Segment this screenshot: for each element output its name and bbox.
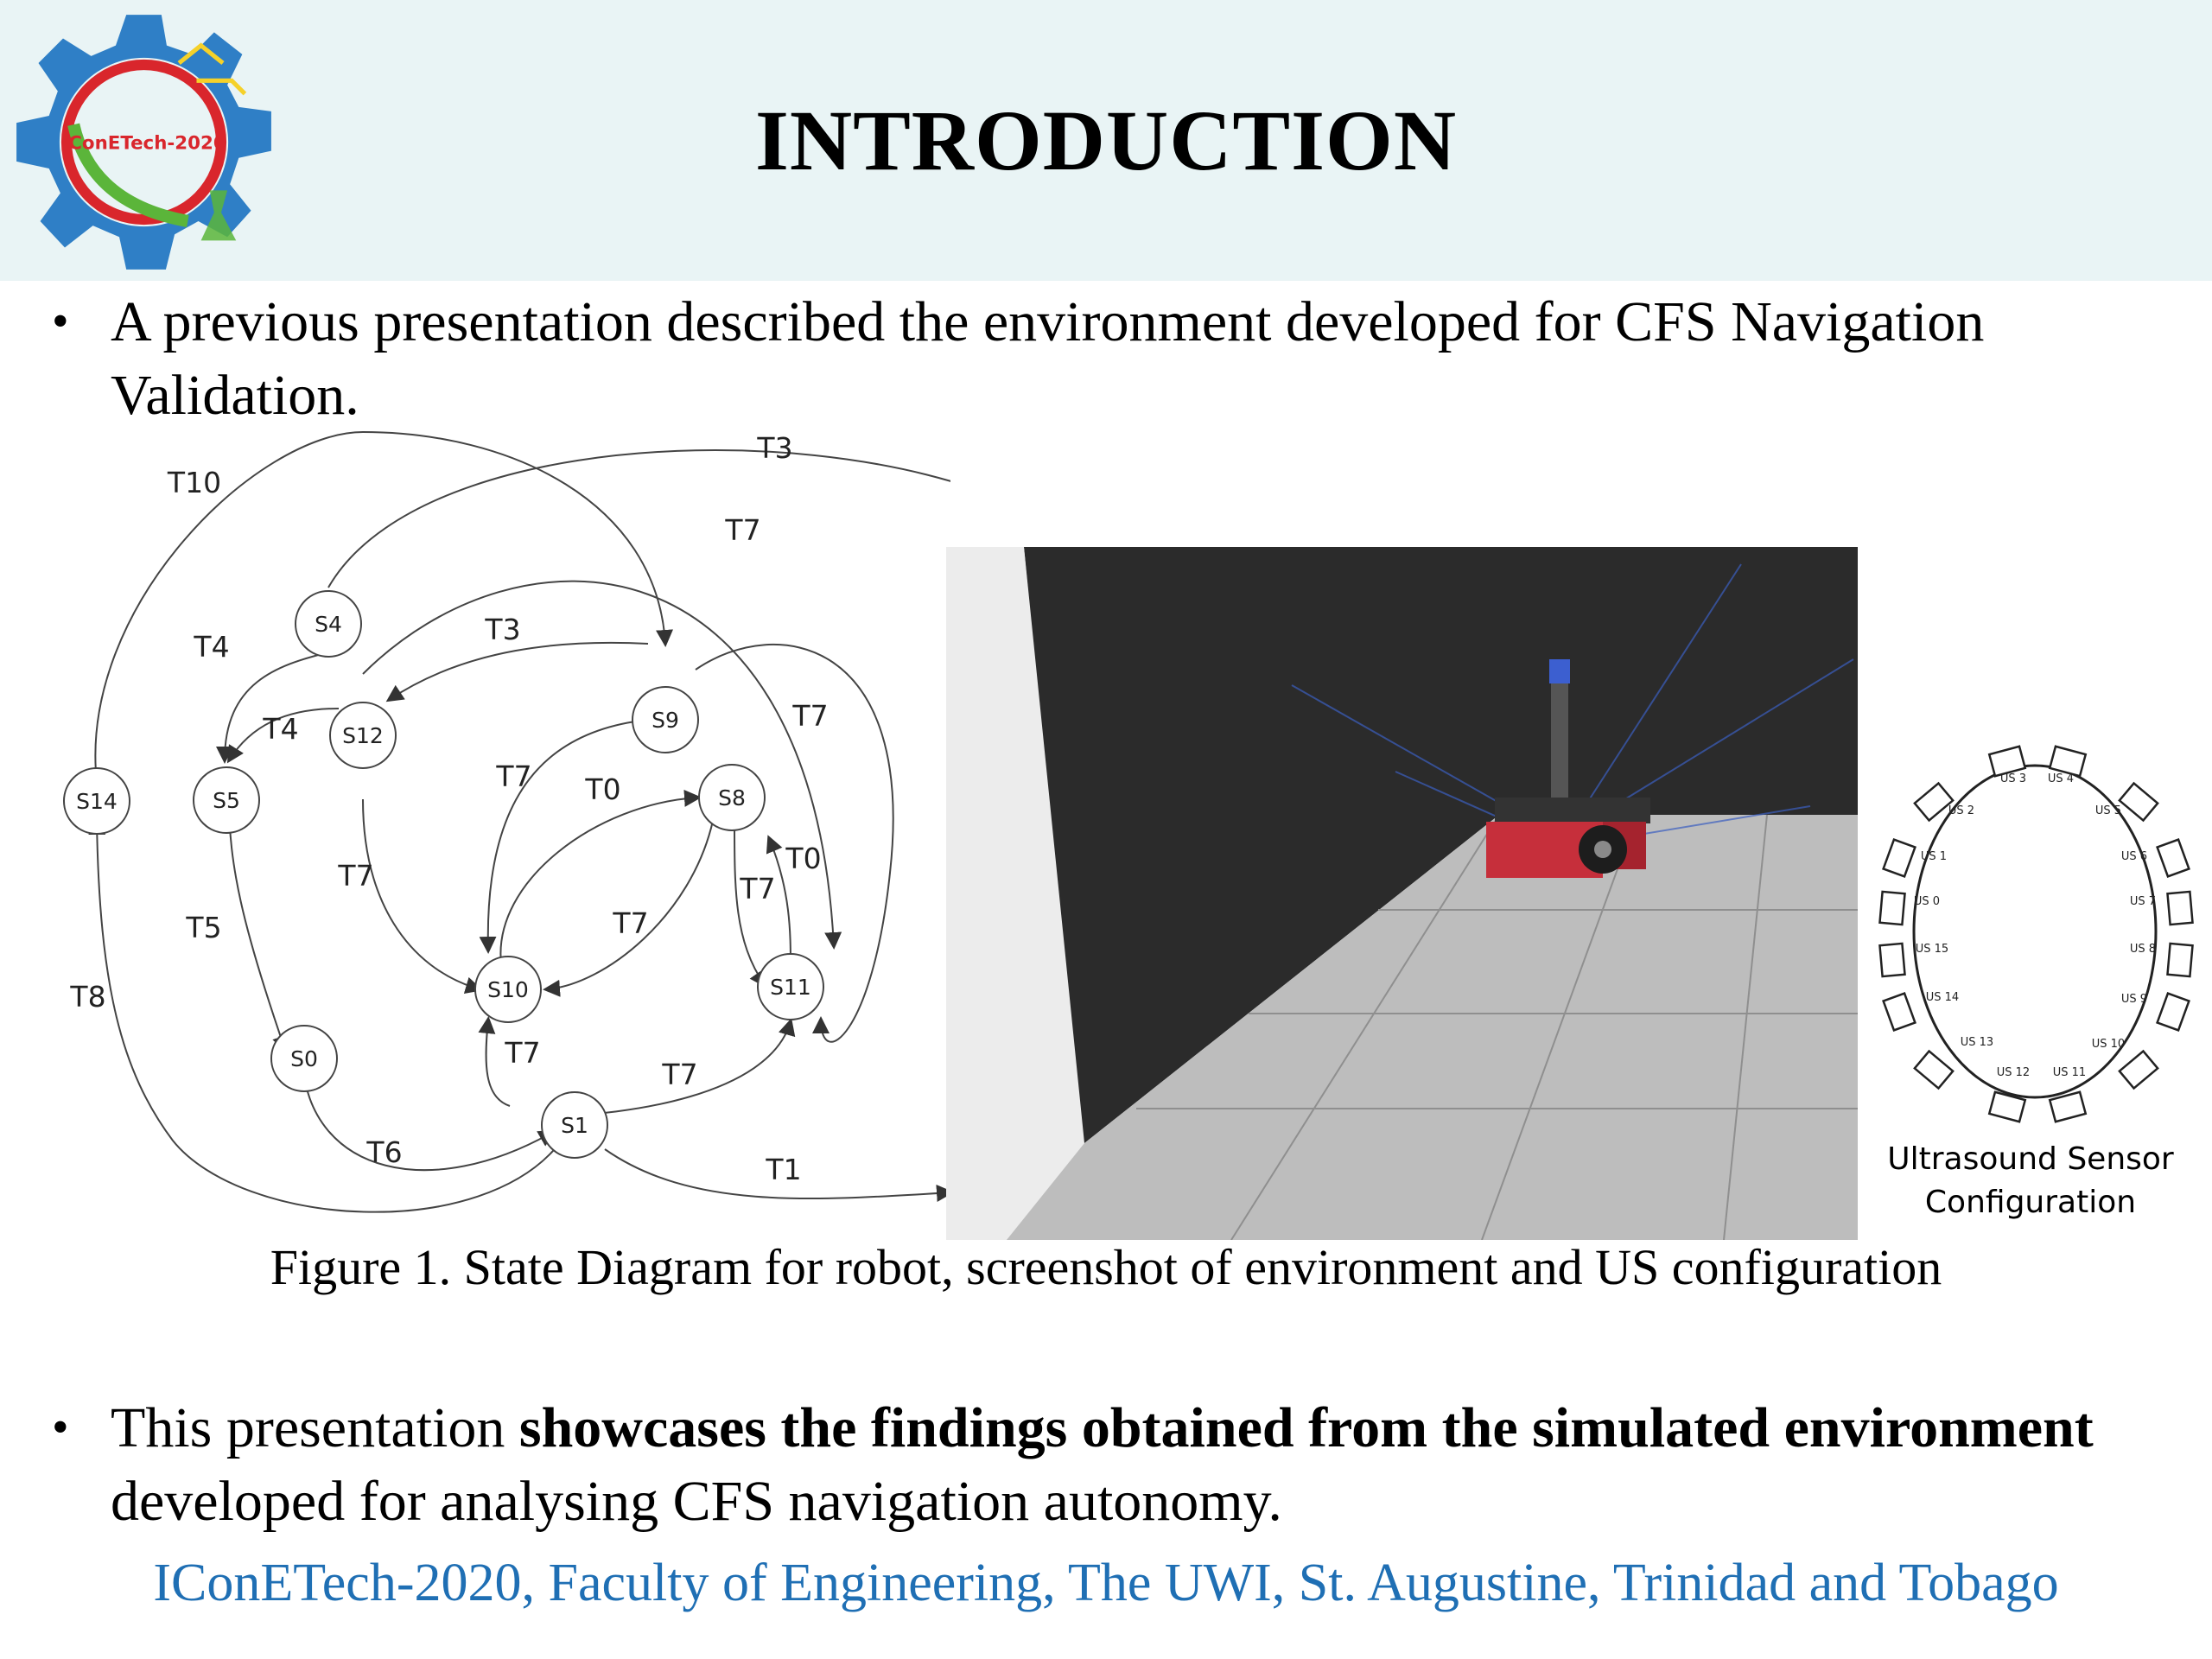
- sensor-label: US 1: [1920, 850, 1948, 863]
- transition-label: T3: [757, 431, 793, 465]
- bullet-dot: •: [52, 1401, 69, 1454]
- sensor-label: US 4: [2047, 772, 2075, 785]
- transition-label: T7: [725, 513, 761, 547]
- transition-label: T10: [167, 466, 222, 499]
- bullet-item-2: [52, 1391, 2167, 1538]
- us-caption-line-2: Configuration: [1924, 1185, 2137, 1220]
- bullet-dot: •: [52, 295, 69, 348]
- sensor-label: US 9: [2120, 993, 2148, 1006]
- logo-text: IConETech-2020: [61, 132, 226, 155]
- sensor-label: US 13: [1960, 1036, 1994, 1049]
- header-band: [0, 0, 2212, 281]
- transition-label: T0: [785, 842, 822, 875]
- environment-screenshot: [946, 547, 1858, 1240]
- sensor-label: US 0: [1913, 895, 1941, 908]
- transition-label: T7: [662, 1058, 698, 1091]
- transition-label: T6: [366, 1135, 403, 1169]
- sensor-label: US 2: [1948, 804, 1975, 817]
- state-label-s12: S12: [342, 723, 384, 748]
- bullet-2-text-part-1: This presentation: [111, 1396, 519, 1459]
- state-label-s0: S0: [290, 1046, 318, 1071]
- transition-label: T7: [338, 859, 374, 893]
- sensor-label: US 14: [1925, 991, 1960, 1004]
- transition-label: T7: [740, 872, 776, 906]
- transition-label: T7: [505, 1036, 541, 1070]
- state-label-s14: S14: [76, 789, 118, 814]
- state-label-s11: S11: [770, 975, 811, 1000]
- sensor-label: US 3: [1999, 772, 2027, 785]
- sensor-label: US 10: [2091, 1038, 2126, 1051]
- transition-label: T1: [766, 1153, 802, 1186]
- footer-text: IConETech-2020, Faculty of Engineering, The UWI, St. Augustine, Trinidad and Tobago: [153, 1554, 2059, 1612]
- ultrasound-sensor-diagram: [1875, 743, 2195, 1123]
- sensor-label: US 11: [2052, 1066, 2087, 1079]
- state-label-s4: S4: [315, 612, 342, 637]
- transition-label: T5: [186, 911, 222, 944]
- transition-label: T7: [792, 699, 829, 733]
- sensor-label: US 8: [2129, 943, 2157, 956]
- transition-label: T3: [485, 613, 521, 646]
- sensor-label: US 5: [2094, 804, 2122, 817]
- transition-label: T4: [194, 630, 230, 664]
- transition-label: T7: [496, 760, 532, 793]
- transition-label: T7: [613, 906, 649, 940]
- page-title: INTRODUCTION: [754, 92, 1458, 188]
- state-label-s9: S9: [652, 708, 679, 733]
- sensor-label: US 15: [1915, 943, 1949, 956]
- transition-label: T0: [585, 772, 621, 806]
- bullet-2-text-bold: showcases the findings obtained from the simulated environment: [518, 1396, 2094, 1459]
- state-labels: [76, 612, 811, 1138]
- state-nodes: [64, 591, 823, 1158]
- sensor-label: US 7: [2129, 895, 2157, 908]
- state-label-s10: S10: [487, 977, 529, 1002]
- sensor-label: US 12: [1996, 1066, 2031, 1079]
- transition-label: T4: [263, 712, 299, 746]
- us-caption-line-1: Ultrasound Sensor: [1887, 1141, 2174, 1177]
- transition-label: T8: [70, 980, 106, 1014]
- bullet-2-text-part-3: developed for analysing CFS navigation autonomy.: [111, 1470, 1282, 1533]
- bullet-1-text: A previous presentation described the environment developed for CFS Navigation Validation.: [111, 290, 1985, 427]
- state-label-s5: S5: [213, 788, 240, 813]
- state-diagram: [0, 380, 950, 1244]
- state-label-s1: S1: [561, 1113, 588, 1138]
- figure-caption: Figure 1. State Diagram for robot, screenshot of environment and US configuration: [270, 1239, 1942, 1295]
- sensor-label: US 6: [2120, 850, 2148, 863]
- state-label-s8: S8: [718, 785, 746, 810]
